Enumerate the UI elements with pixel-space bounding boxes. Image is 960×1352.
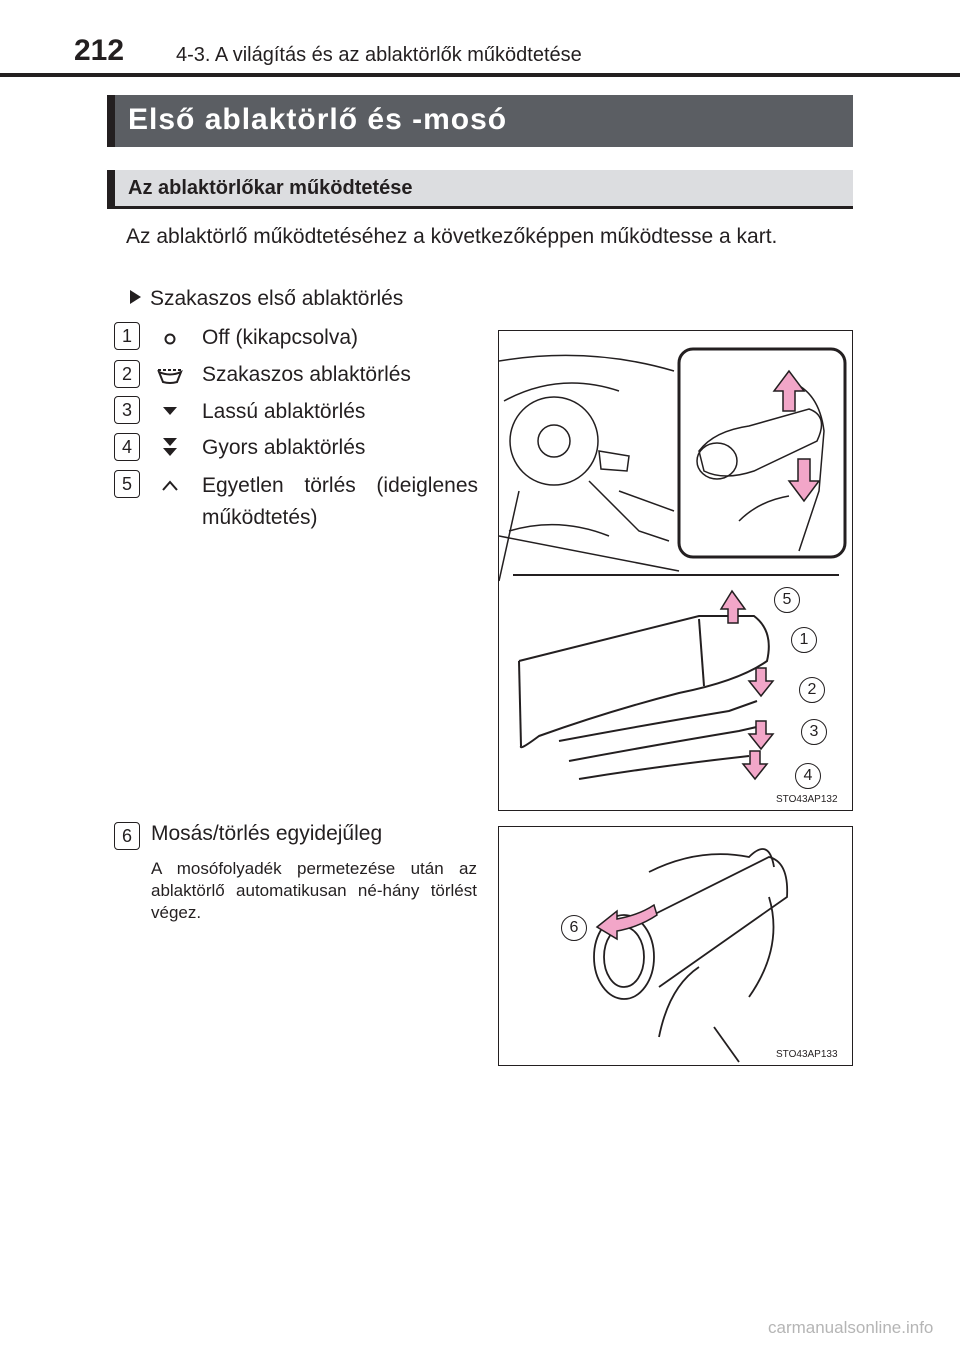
bullet-triangle-icon xyxy=(130,290,141,304)
item-label-3: Lassú ablaktörlés xyxy=(202,400,366,423)
bullet-text: Szakaszos első ablaktörlés xyxy=(150,287,404,310)
off-circle-icon xyxy=(155,327,185,351)
header-rule xyxy=(0,73,960,77)
wiper-lever-illustration xyxy=(499,331,851,809)
item-number-2: 2 xyxy=(114,360,140,388)
watermark: carmanualsonline.info xyxy=(768,1318,934,1337)
bullet-heading xyxy=(130,287,403,311)
figure2-id: STO43AP133 xyxy=(776,1049,838,1060)
section-title-accent xyxy=(107,95,115,147)
item-description-6: A mosófolyadék permetezése után az ablaktörlő automatikusan né-hány törlést végez. xyxy=(151,859,477,922)
item-number-1: 1 xyxy=(114,322,140,350)
single-triangle-icon xyxy=(155,400,185,424)
figure2-callout-6: 6 xyxy=(561,915,587,941)
item-number-4: 4 xyxy=(114,433,140,461)
intermittent-wipe-icon xyxy=(155,363,185,387)
subsection-title: Az ablaktörlőkar működtetése xyxy=(128,177,413,199)
item-label-2: Szakaszos ablaktörlés xyxy=(202,363,411,386)
subsection-accent xyxy=(107,170,115,206)
figure1-callout-3: 3 xyxy=(801,719,827,745)
section-title: Első ablaktörlő és -mosó xyxy=(128,103,508,136)
item-number-5: 5 xyxy=(114,470,140,498)
washer-figure xyxy=(498,826,853,1066)
washer-illustration xyxy=(499,827,851,1064)
figure1-id: STO43AP132 xyxy=(776,794,838,805)
item-label-5: Egyetlen törlés (ideiglenes működtetés) xyxy=(202,474,478,529)
figure1-callout-4: 4 xyxy=(795,763,821,789)
wiper-lever-figure xyxy=(498,330,853,811)
chapter-title: 4-3. A világítás és az ablaktörlők működtetése xyxy=(176,44,582,66)
page-number: 212 xyxy=(74,34,125,67)
figure1-callout-2: 2 xyxy=(799,677,825,703)
item-number-3: 3 xyxy=(114,396,140,424)
figure1-callout-5: 5 xyxy=(774,587,800,613)
item-number-6: 6 xyxy=(114,822,140,850)
item-label-6: Mosás/törlés egyidejűleg xyxy=(151,822,383,845)
figure1-callout-1: 1 xyxy=(791,627,817,653)
intro-paragraph: Az ablaktörlő működtetéséhez a következőképpen működtesse a kart. xyxy=(126,225,778,248)
double-triangle-icon xyxy=(155,435,185,459)
item-label-4: Gyors ablaktörlés xyxy=(202,436,366,459)
up-chevron-icon xyxy=(155,474,185,498)
item-label-1: Off (kikapcsolva) xyxy=(202,326,358,349)
